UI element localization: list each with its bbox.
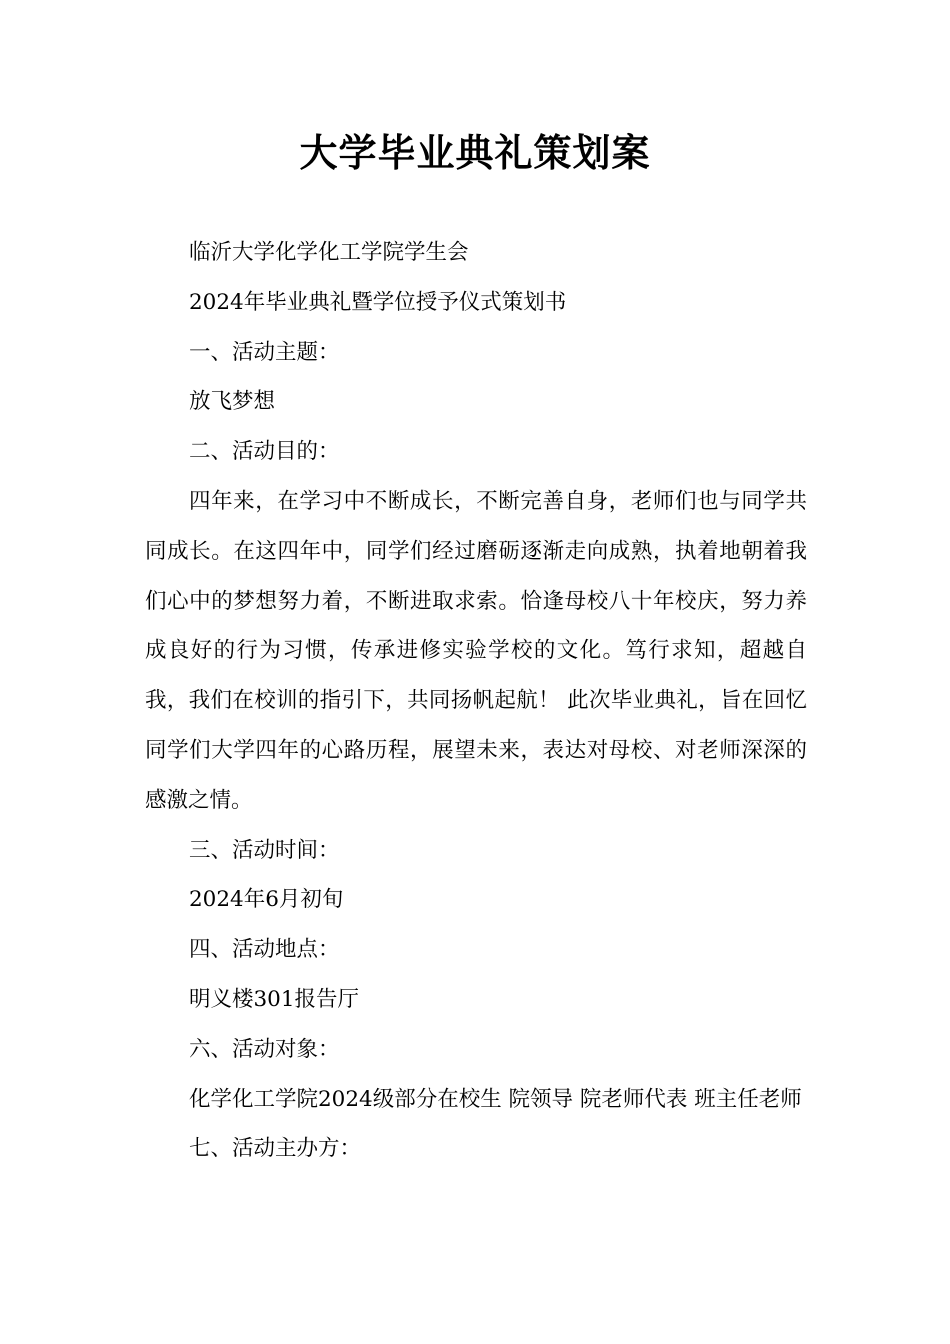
subtitle-line: 2024年毕业典礼暨学位授予仪式策划书 xyxy=(189,289,567,315)
section-heading-purpose: 二、活动目的： xyxy=(189,439,340,465)
section-heading-organizer: 七、活动主办方： xyxy=(189,1136,362,1162)
section-heading-audience: 六、活动对象： xyxy=(189,1036,340,1062)
org-line: 临沂大学化学化工学院学生会 xyxy=(189,240,469,265)
location-value: 明义楼301报告厅 xyxy=(189,986,360,1012)
section-heading-location: 四、活动地点： xyxy=(189,937,340,963)
section-heading-time: 三、活动时间： xyxy=(189,837,340,863)
audience-value: 化学化工学院2024级部分在校生 院领导 院老师代表 班主任老师 xyxy=(189,1086,802,1112)
theme-value: 放飞梦想 xyxy=(189,389,276,415)
document-title: 大学毕业典礼策划案 xyxy=(299,131,651,175)
time-value: 2024年6月初旬 xyxy=(189,887,344,913)
purpose-paragraph: 四年来，在学习中不断成长，不断完善自身，老师们也与同学共同成长。在这四年中，同学们经过磨砺逐渐走向成熟，执着地朝着我们心中的梦想努力着，不断进取求索。恰逢母校八十年校庆，努力养成良好的行为习惯，传承进修实验学校的文化。笃行求知，超越自我，我们在校训的指引下，共同扬帆起航！ 此次毕业典礼，旨在回忆同学们大学四年的心路历程，展望未来，表达对母校、对老师深深的感激之情。 xyxy=(145,488,807,813)
section-heading-theme: 一、活动主题： xyxy=(189,339,340,365)
document-body xyxy=(145,228,807,1174)
